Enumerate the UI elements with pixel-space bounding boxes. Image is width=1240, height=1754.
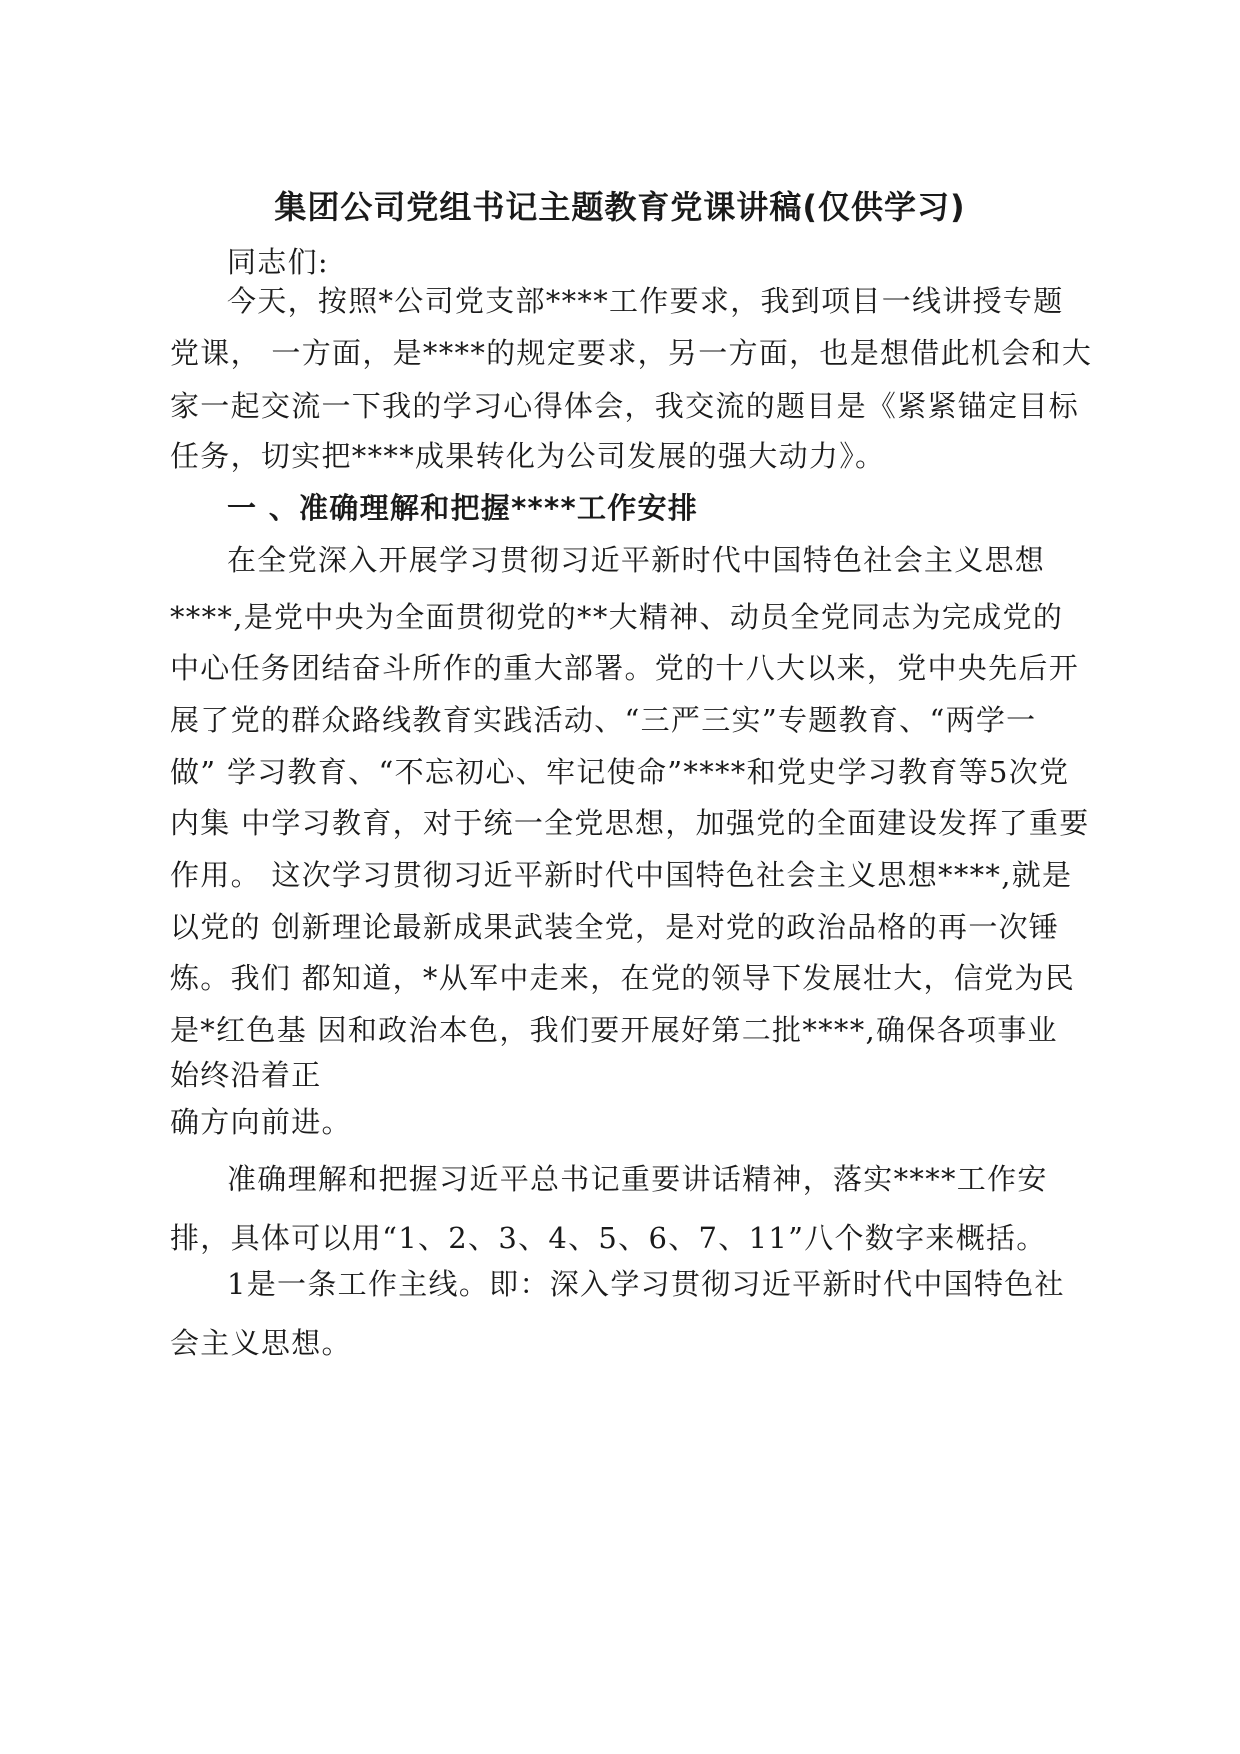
paragraph-line: ****,是党中央为全面贯彻党的**大精神、动员全党同志为完成党的 [170,600,1064,634]
paragraph-line: 始终沿着正 [170,1058,322,1092]
section-heading: 一 、准确理解和把握****工作安排 [227,491,699,525]
paragraph-line: 炼。我们 都知道，*从军中走来，在党的领导下发展壮大，信党为民 [170,961,1076,995]
paragraph-line: 中心任务团结奋斗所作的重大部署。党的十八大以来，党中央先后开 [170,651,1080,685]
paragraph-line: 确方向前进。 [170,1105,352,1139]
paragraph-line: 排，具体可以用“1、2、3、4、5、6、7、11”八个数字来概括。 [170,1221,1047,1255]
paragraph-line: 内集 中学习教育，对于统一全党思想，加强党的全面建设发挥了重要 [170,806,1090,840]
paragraph-line: 以党的 创新理论最新成果武装全党，是对党的政治品格的再一次锤 [170,910,1060,944]
paragraph-line: 作用。 这次学习贯彻习近平新时代中国特色社会主义思想****,就是 [170,858,1073,892]
paragraph-line: 任务，切实把****成果转化为公司发展的强大动力》。 [170,439,886,473]
paragraph-line: 今天，按照*公司党支部****工作要求，我到项目一线讲授专题 [227,284,1064,318]
paragraph-line: 会主义思想。 [170,1326,352,1360]
paragraph-line: 在全党深入开展学习贯彻习近平新时代中国特色社会主义思想 [227,543,1046,577]
paragraph-line: 家一起交流一下我的学习心得体会，我交流的题目是《紧紧锚定目标 [170,389,1080,423]
document-title: 集团公司党组书记主题教育党课讲稿(仅供学习) [274,188,966,226]
paragraph-line: 准确理解和把握习近平总书记重要讲话精神，落实****工作安 [227,1162,1048,1196]
paragraph-line: 党课， 一方面，是****的规定要求，另一方面，也是想借此机会和大 [170,336,1093,370]
salutation: 同志们: [227,245,329,279]
paragraph-line: 是*红色基 因和政治本色，我们要开展好第二批****,确保各项事业 [170,1013,1058,1047]
paragraph-line: 1是一条工作主线。即：深入学习贯彻习近平新时代中国特色社 [227,1267,1065,1301]
paragraph-line: 展了党的群众路线教育实践活动、“三严三实”专题教育、“两学一 [170,703,1037,737]
paragraph-line: 做” 学习教育、“不忘初心、牢记使命”****和党史学习教育等5次党 [170,755,1070,789]
